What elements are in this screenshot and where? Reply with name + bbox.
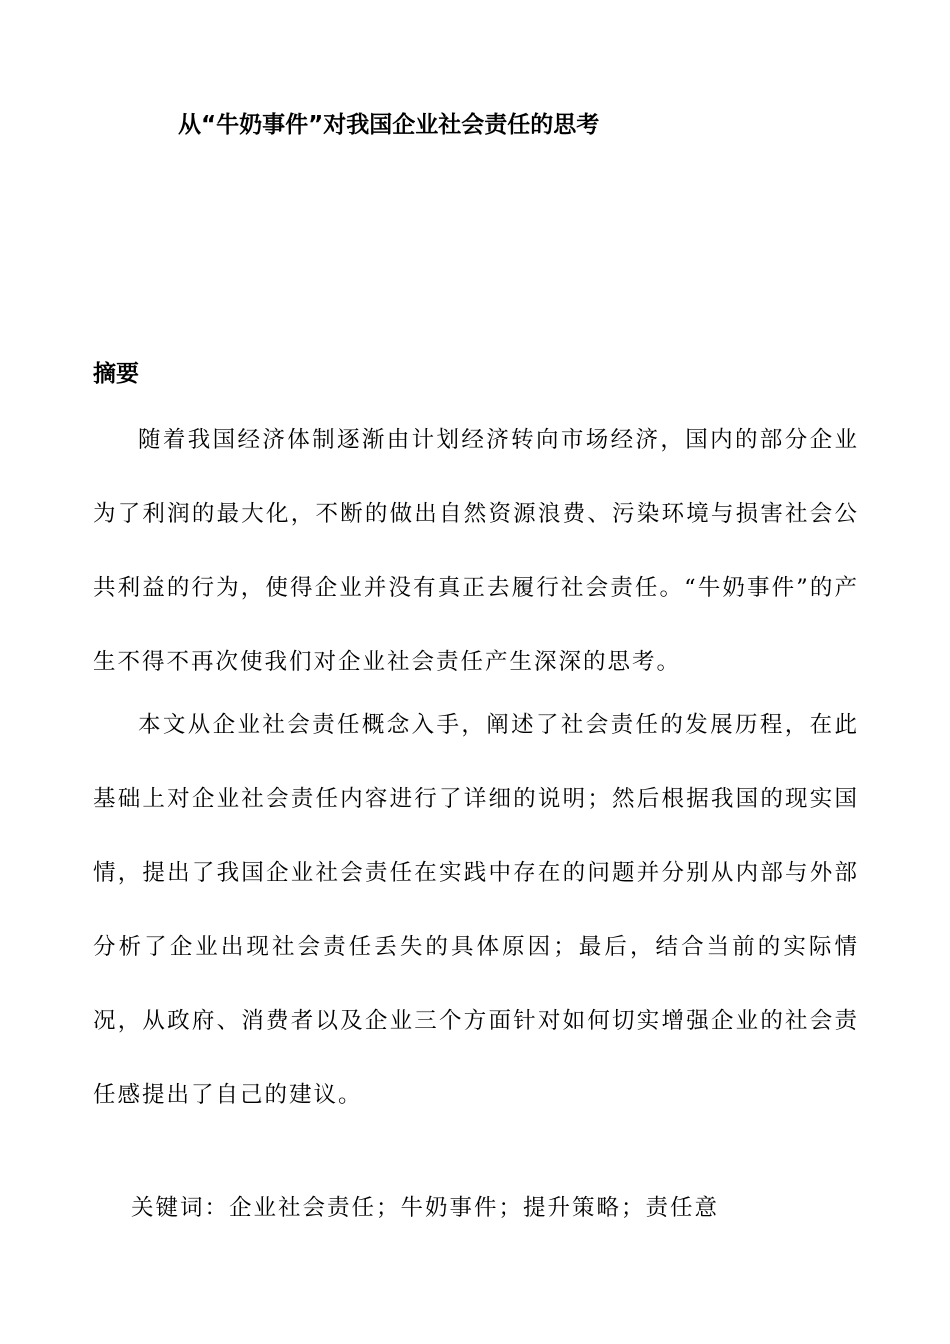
abstract-paragraph-1: 随着我国经济体制逐渐由计划经济转向市场经济，国内的部分企业为了利润的最大化，不断的做出自然资源浪费、污染环境与损害社会公共利益的行为，使得企业并没有真正去履行社会责任。“牛奶事件”的产生不得不再次使我们对企业社会责任产生深深的思考。: [93, 427, 859, 675]
abstract-paragraph-2: 本文从企业社会责任概念入手，阐述了社会责任的发展历程，在此基础上对企业社会责任内容进行了详细的说明；然后根据我国的现实国情，提出了我国企业社会责任在实践中存在的问题并分别从内部与外部分析了企业出现社会责任丢失的具体原因；最后，结合当前的实际情况，从政府、消费者以及企业三个方面针对如何切实增强企业的社会责任感提出了自己的建议。: [93, 712, 859, 1108]
keywords-line: 关键词：企业社会责任；牛奶事件；提升策略；责任意: [131, 1195, 720, 1221]
document-title: 从“牛奶事件”对我国企业社会责任的思考: [178, 112, 600, 138]
abstract-heading: 摘要: [93, 361, 139, 387]
